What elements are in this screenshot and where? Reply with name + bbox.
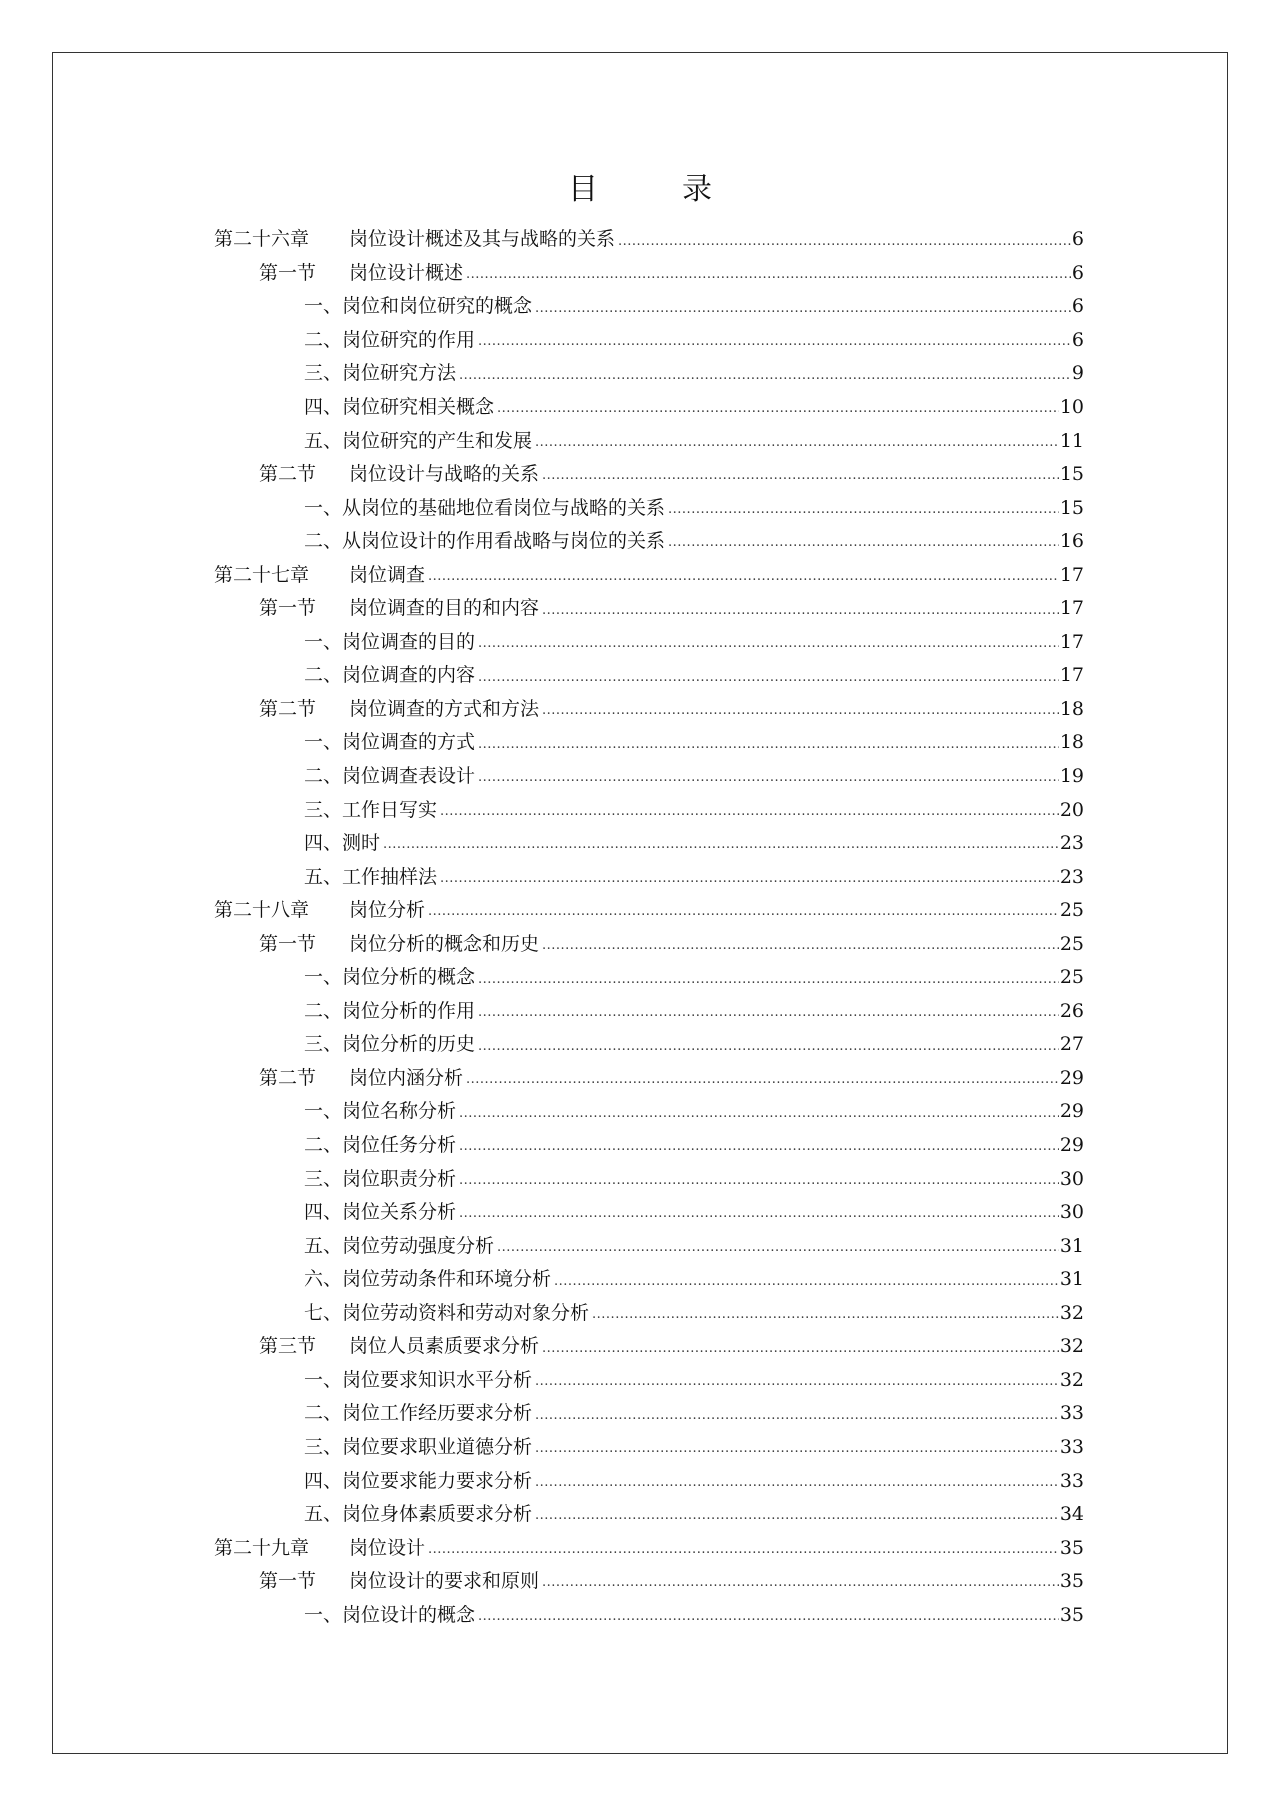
toc-item[interactable] <box>214 860 1084 894</box>
dot-leader <box>440 872 1059 894</box>
entry-text: 岗位调查的目的 <box>342 630 476 653</box>
dot-leader <box>535 302 1071 324</box>
toc-item[interactable] <box>214 357 1084 391</box>
entry-page: 35 <box>1059 1570 1084 1593</box>
entry-prefix: 四、 <box>304 832 343 855</box>
entry-prefix: 二、 <box>304 765 343 788</box>
dot-leader <box>542 469 1059 491</box>
toc-list <box>214 223 1084 1632</box>
entry-prefix: 三、 <box>304 362 343 385</box>
dot-leader <box>428 1543 1059 1565</box>
entry-page: 30 <box>1059 1201 1084 1224</box>
toc-item[interactable] <box>214 961 1084 995</box>
dot-leader <box>478 637 1059 659</box>
entry-page: 35 <box>1059 1603 1084 1626</box>
toc-title <box>0 164 1280 208</box>
dot-leader <box>383 838 1059 860</box>
entry-text: 岗位劳动资料和劳动对象分析 <box>342 1301 590 1324</box>
entry-page: 18 <box>1059 731 1084 754</box>
dot-leader <box>459 1107 1059 1129</box>
entry-page: 29 <box>1059 1134 1084 1157</box>
entry-page: 11 <box>1059 429 1084 452</box>
toc-item[interactable] <box>214 491 1084 525</box>
dot-leader <box>478 1006 1059 1028</box>
entry-prefix: 五、 <box>304 1503 343 1526</box>
entry-page: 33 <box>1059 1435 1084 1458</box>
entry-page: 33 <box>1059 1402 1084 1425</box>
toc-section[interactable] <box>214 927 1084 961</box>
toc-item[interactable] <box>214 626 1084 660</box>
entry-prefix: 一、 <box>304 1100 343 1123</box>
entry-page: 17 <box>1059 597 1084 620</box>
entry-page: 29 <box>1059 1100 1084 1123</box>
dot-leader <box>478 738 1059 760</box>
toc-item[interactable] <box>214 793 1084 827</box>
entry-prefix: 第二十八章 <box>214 899 310 922</box>
entry-prefix: 第二节 <box>259 1066 317 1089</box>
entry-text: 岗位要求知识水平分析 <box>342 1368 533 1391</box>
entry-page: 6 <box>1071 295 1084 318</box>
toc-item[interactable] <box>214 1397 1084 1431</box>
toc-chapter[interactable] <box>214 1531 1084 1565</box>
toc-item[interactable] <box>214 1297 1084 1331</box>
entry-prefix: 二、 <box>304 664 343 687</box>
entry-prefix: 三、 <box>304 798 343 821</box>
toc-item[interactable] <box>214 1598 1084 1632</box>
entry-prefix: 五、 <box>304 429 343 452</box>
dot-leader <box>497 1241 1059 1263</box>
entry-page: 16 <box>1059 530 1084 553</box>
toc-item[interactable] <box>214 1498 1084 1532</box>
toc-item[interactable] <box>214 1162 1084 1196</box>
entry-prefix: 五、 <box>304 1234 343 1257</box>
entry-text: 岗位调查的方式 <box>342 731 476 754</box>
entry-prefix: 四、 <box>304 1201 343 1224</box>
dot-leader <box>459 1174 1059 1196</box>
dot-leader <box>466 1073 1059 1095</box>
entry-text: 岗位调查 <box>349 563 426 586</box>
entry-text: 岗位分析的作用 <box>342 999 476 1022</box>
entry-prefix: 第一节 <box>259 261 317 284</box>
entry-text: 工作抽样法 <box>342 865 438 888</box>
entry-prefix: 第一节 <box>259 932 317 955</box>
entry-prefix: 七、 <box>304 1301 343 1324</box>
entry-prefix: 第二十六章 <box>214 228 310 251</box>
entry-page: 15 <box>1059 463 1084 486</box>
entry-text: 岗位调查的方式和方法 <box>349 697 540 720</box>
entry-prefix: 一、 <box>304 496 343 519</box>
entry-prefix: 第三节 <box>259 1335 317 1358</box>
dot-leader <box>466 268 1071 290</box>
entry-prefix: 一、 <box>304 630 343 653</box>
entry-text: 岗位设计的概念 <box>342 1603 476 1626</box>
entry-prefix: 一、 <box>304 1603 343 1626</box>
entry-prefix: 四、 <box>304 396 343 418</box>
entry-page: 19 <box>1059 765 1084 788</box>
toc-item[interactable] <box>214 1229 1084 1263</box>
entry-text: 岗位设计与战略的关系 <box>349 463 540 486</box>
entry-text: 测时 <box>342 832 381 855</box>
entry-text: 岗位要求能力要求分析 <box>342 1469 533 1492</box>
toc-item[interactable] <box>214 1196 1084 1230</box>
entry-page: 18 <box>1059 697 1084 720</box>
toc-item[interactable] <box>214 1263 1084 1297</box>
entry-prefix: 三、 <box>304 1033 343 1056</box>
entry-text: 岗位名称分析 <box>342 1100 457 1123</box>
toc-item[interactable] <box>214 1464 1084 1498</box>
entry-prefix: 第二节 <box>259 697 317 720</box>
entry-page: 29 <box>1059 1066 1084 1089</box>
dot-leader <box>535 1375 1059 1397</box>
toc-item[interactable] <box>214 1364 1084 1398</box>
toc-item[interactable] <box>214 525 1084 559</box>
entry-text: 岗位设计概述 <box>349 261 464 284</box>
entry-prefix: 二、 <box>304 1134 343 1157</box>
toc-title-char-1: 目 <box>568 172 598 207</box>
entry-page: 32 <box>1059 1301 1084 1324</box>
entry-prefix: 第二十九章 <box>214 1536 310 1559</box>
entry-page: 31 <box>1059 1268 1084 1291</box>
entry-prefix: 一、 <box>304 966 343 989</box>
toc-chapter[interactable] <box>214 558 1084 592</box>
dot-leader <box>497 402 1059 424</box>
dot-leader <box>478 1040 1059 1062</box>
entry-text: 岗位研究的产生和发展 <box>342 429 533 452</box>
dot-leader <box>542 939 1059 961</box>
entry-prefix: 一、 <box>304 1368 343 1391</box>
entry-prefix: 五、 <box>304 865 343 888</box>
entry-prefix: 二、 <box>304 328 343 351</box>
entry-page: 6 <box>1071 328 1084 351</box>
entry-prefix: 第一节 <box>259 1570 317 1593</box>
entry-text: 岗位人员素质要求分析 <box>349 1335 540 1358</box>
entry-text: 岗位分析的概念和历史 <box>349 932 540 955</box>
dot-leader <box>542 1342 1059 1364</box>
entry-text: 岗位研究相关概念 <box>342 396 495 418</box>
entry-page: 23 <box>1059 832 1084 855</box>
entry-page: 17 <box>1059 664 1084 687</box>
dot-leader <box>668 536 1059 558</box>
entry-page: 25 <box>1059 932 1084 955</box>
entry-text: 岗位分析的历史 <box>342 1033 476 1056</box>
entry-text: 岗位设计的要求和原则 <box>349 1570 540 1593</box>
entry-prefix: 第二节 <box>259 463 317 486</box>
dot-leader <box>440 805 1059 827</box>
entry-text: 岗位身体素质要求分析 <box>342 1503 533 1526</box>
dot-leader <box>478 973 1059 995</box>
entry-prefix: 三、 <box>304 1435 343 1458</box>
entry-page: 6 <box>1071 228 1084 251</box>
dot-leader <box>535 1476 1059 1498</box>
entry-text: 工作日写实 <box>342 798 438 821</box>
entry-page: 10 <box>1059 396 1084 418</box>
entry-text: 岗位设计 <box>349 1536 426 1559</box>
entry-page: 25 <box>1059 899 1084 922</box>
entry-page: 32 <box>1059 1335 1084 1358</box>
entry-text: 岗位调查的内容 <box>342 664 476 687</box>
entry-page: 31 <box>1059 1234 1084 1257</box>
entry-prefix: 二、 <box>304 999 343 1022</box>
dot-leader <box>554 1275 1059 1297</box>
entry-text: 岗位分析的概念 <box>342 966 476 989</box>
toc-item[interactable] <box>214 290 1084 324</box>
entry-prefix: 一、 <box>304 731 343 754</box>
entry-prefix: 第二十七章 <box>214 563 310 586</box>
toc-item[interactable] <box>214 760 1084 794</box>
entry-text: 岗位工作经历要求分析 <box>342 1402 533 1425</box>
toc-item[interactable] <box>214 659 1084 693</box>
toc-section[interactable] <box>214 693 1084 727</box>
entry-text: 岗位关系分析 <box>342 1201 457 1224</box>
toc-item[interactable] <box>214 1431 1084 1465</box>
dot-leader <box>428 905 1059 927</box>
toc-item[interactable] <box>214 324 1084 358</box>
entry-text: 岗位设计概述及其与战略的关系 <box>349 228 616 251</box>
dot-leader <box>459 1207 1059 1229</box>
dot-leader <box>478 671 1059 693</box>
toc-chapter[interactable] <box>214 894 1084 928</box>
entry-page: 23 <box>1059 865 1084 888</box>
entry-prefix: 一、 <box>304 295 343 318</box>
dot-leader <box>618 235 1071 257</box>
dot-leader <box>542 604 1059 626</box>
dot-leader <box>478 335 1071 357</box>
toc-title-char-2: 录 <box>682 172 712 207</box>
entry-text: 岗位调查的目的和内容 <box>349 597 540 620</box>
toc-section[interactable] <box>214 1330 1084 1364</box>
toc-item[interactable] <box>214 995 1084 1029</box>
dot-leader <box>542 1576 1059 1598</box>
toc-item[interactable] <box>214 1129 1084 1163</box>
entry-text: 岗位内涵分析 <box>349 1066 464 1089</box>
entry-prefix: 三、 <box>304 1167 343 1190</box>
entry-prefix: 二、 <box>304 1402 343 1425</box>
entry-page: 32 <box>1059 1368 1084 1391</box>
dot-leader <box>459 369 1071 391</box>
entry-page: 25 <box>1059 966 1084 989</box>
entry-page: 26 <box>1059 999 1084 1022</box>
entry-text: 岗位劳动条件和环境分析 <box>342 1268 552 1291</box>
entry-text: 岗位研究的作用 <box>342 328 476 351</box>
entry-text: 岗位调查表设计 <box>342 765 476 788</box>
dot-leader <box>535 436 1059 458</box>
dot-leader <box>535 1509 1059 1531</box>
entry-prefix: 二、 <box>304 530 343 553</box>
entry-text: 岗位任务分析 <box>342 1134 457 1157</box>
entry-page: 30 <box>1059 1167 1084 1190</box>
entry-text: 岗位和岗位研究的概念 <box>342 295 533 318</box>
dot-leader <box>535 1409 1059 1431</box>
entry-page: 20 <box>1059 798 1084 821</box>
toc-item[interactable] <box>214 827 1084 861</box>
entry-text: 岗位要求职业道德分析 <box>342 1435 533 1458</box>
entry-text: 岗位研究方法 <box>342 362 457 385</box>
entry-page: 6 <box>1071 261 1084 284</box>
entry-text: 岗位劳动强度分析 <box>342 1234 495 1257</box>
dot-leader <box>478 1610 1059 1632</box>
toc-item[interactable] <box>214 1095 1084 1129</box>
toc-item[interactable] <box>214 1028 1084 1062</box>
entry-prefix: 四、 <box>304 1469 343 1492</box>
toc-section[interactable] <box>214 592 1084 626</box>
entry-text: 岗位职责分析 <box>342 1167 457 1190</box>
entry-text: 从岗位设计的作用看战略与岗位的关系 <box>342 530 666 553</box>
entry-page: 17 <box>1059 630 1084 653</box>
dot-leader <box>542 704 1059 726</box>
toc-section[interactable] <box>214 1565 1084 1599</box>
dot-leader <box>459 1140 1059 1162</box>
entry-text: 岗位分析 <box>349 899 426 922</box>
entry-page: 35 <box>1059 1536 1084 1559</box>
entry-page: 33 <box>1059 1469 1084 1492</box>
toc-section[interactable] <box>214 458 1084 492</box>
entry-text: 从岗位的基础地位看岗位与战略的关系 <box>342 496 666 519</box>
entry-prefix: 第一节 <box>259 597 317 620</box>
entry-page: 9 <box>1071 362 1084 385</box>
entry-page: 34 <box>1059 1503 1084 1526</box>
toc-section[interactable] <box>214 257 1084 291</box>
dot-leader <box>478 771 1059 793</box>
dot-leader <box>428 570 1059 592</box>
entry-page: 27 <box>1059 1033 1084 1056</box>
dot-leader <box>535 1442 1059 1464</box>
toc-item[interactable] <box>214 726 1084 760</box>
entry-prefix: 六、 <box>304 1268 343 1291</box>
entry-page: 17 <box>1059 563 1084 586</box>
toc-section[interactable] <box>214 1062 1084 1096</box>
toc-chapter[interactable] <box>214 223 1084 257</box>
toc-item[interactable] <box>214 424 1084 458</box>
toc-item[interactable] <box>214 391 1084 425</box>
dot-leader <box>668 503 1059 525</box>
entry-page: 15 <box>1059 496 1084 519</box>
dot-leader <box>592 1308 1059 1330</box>
